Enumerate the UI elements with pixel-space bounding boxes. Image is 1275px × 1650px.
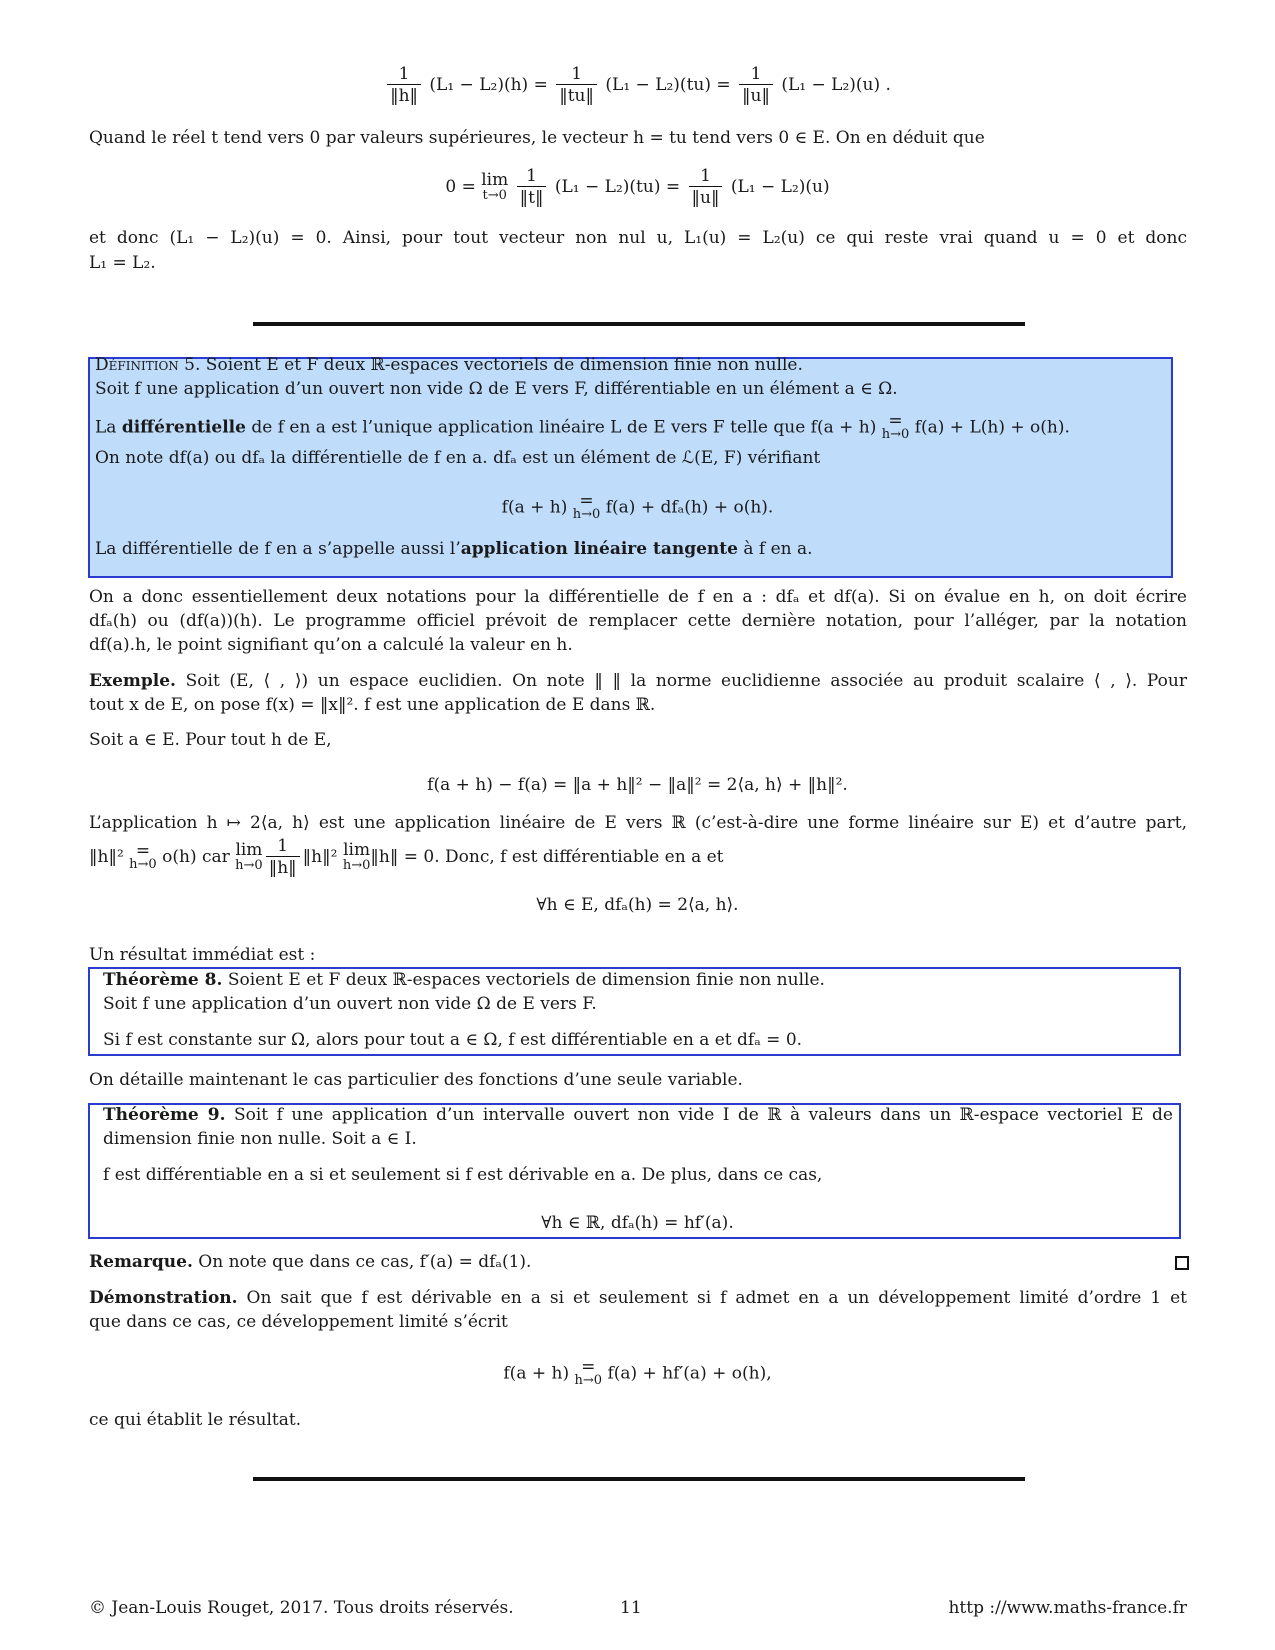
proof-line-1: Démonstration. On sait que f est dérivable en a si et seulement si f admet en a un développement limité d’ordre 1 et bbox=[89, 1288, 1187, 1308]
section-divider bbox=[253, 322, 1025, 326]
example-equation: f(a + h) − f(a) = ‖a + h‖² − ‖a‖² = 2⟨a, h⟩ + ‖h‖². bbox=[427, 775, 848, 795]
eq-under-h-to-0: = h→0 bbox=[881, 411, 910, 442]
proof-label: Démonstration. bbox=[89, 1288, 238, 1308]
footer-copyright: © Jean-Louis Rouget, 2017. Tous droits réservés. bbox=[89, 1598, 514, 1618]
fraction: $\frac{1}{‖h‖}$ bbox=[266, 836, 300, 879]
remark: Remarque. On note que dans ce cas, f′(a) = dfₐ(1). bbox=[89, 1252, 532, 1272]
proof-line-2: que dans ce cas, ce développement limité s’écrit bbox=[89, 1312, 508, 1332]
footer-url-link[interactable]: http ://www.maths-france.fr bbox=[948, 1598, 1187, 1618]
eq-under-h-to-0: = h→0 bbox=[129, 840, 157, 872]
eq-under-h-to-0: = h→0 bbox=[574, 1357, 603, 1388]
theorem-9-label: Théorème 9. bbox=[103, 1105, 226, 1125]
fraction: $\frac{1}{‖u‖}$ bbox=[689, 166, 723, 209]
fraction: $\frac{1}{‖tu‖}$ bbox=[556, 64, 597, 107]
end-of-remark-square-icon bbox=[1175, 1256, 1189, 1270]
equation-limit: 0 = lim t→0 $\frac{1}{‖t‖}$ (L₁ − L₂)(tu) = $\frac{1}{‖u‖}$ (L₁ − L₂)(u) bbox=[445, 166, 830, 208]
paragraph-notations-2: dfₐ(h) ou (df(a))(h). Le programme officiel prévoit de remplacer cette dernière notation, pour l’alléger, par la notation bbox=[89, 611, 1187, 631]
paragraph-et-donc: et donc (L₁ − L₂)(u) = 0. Ainsi, pour tout vecteur non nul u, L₁(u) = L₂(u) ce qui reste vrai quand u = 0 et donc bbox=[89, 228, 1187, 248]
definition-equation: f(a + h) = h→0 f(a) + dfₐ(h) + o(h). bbox=[501, 491, 774, 522]
limit: lim h→0 bbox=[342, 839, 371, 873]
example-line-1: Exemple. Soit (E, ⟨ , ⟩) un espace euclidien. On note ‖ ‖ la norme euclidienne associée au produit scalaire ⟨ , ⟩. Pour bbox=[89, 671, 1187, 691]
fraction: $\frac{1}{‖t‖}$ bbox=[517, 166, 547, 209]
proof-equation: f(a + h) = h→0 f(a) + hf′(a) + o(h), bbox=[503, 1357, 772, 1388]
example-line-3: Soit a ∈ E. Pour tout h de E, bbox=[89, 730, 332, 750]
theorem-9-line-2: dimension finie non nulle. Soit a ∈ I. bbox=[103, 1129, 417, 1149]
paragraph-resultat: Un résultat immédiat est : bbox=[89, 945, 316, 965]
theorem-9-line-1: Théorème 9. Soit f une application d’un intervalle ouvert non vide I de ℝ à valeurs dans un ℝ-espace vectoriel E de bbox=[103, 1105, 1173, 1125]
fraction: $\frac{1}{‖h‖}$ bbox=[387, 64, 421, 107]
theorem-8-line-1: Théorème 8. Soient E et F deux ℝ-espaces vectoriels de dimension finie non nulle. bbox=[103, 970, 825, 990]
paragraph-quand: Quand le réel t tend vers 0 par valeurs supérieures, le vecteur h = tu tend vers 0 ∈ E. On en déduit que bbox=[89, 128, 985, 148]
theorem-8-line-3: Si f est constante sur Ω, alors pour tout a ∈ Ω, f est différentiable en a et dfₐ = 0. bbox=[103, 1030, 803, 1050]
example-equation-2: ∀h ∈ E, dfₐ(h) = 2⟨a, h⟩. bbox=[536, 895, 739, 915]
equation-top: $\frac{1}{‖h‖}$ (L₁ − L₂)(h) = $\frac{1}{‖tu‖}$ (L₁ − L₂)(tu) = $\frac{1}{‖u‖}$ (L₁ − L₂)(u) . bbox=[0, 64, 1275, 107]
example-label: Exemple. bbox=[89, 671, 176, 691]
example-line-4: L’application h ↦ 2⟨a, h⟩ est une application linéaire de E vers ℝ (c’est-à-dire une forme linéaire sur E) et d’autre part, bbox=[89, 813, 1187, 833]
paragraph-notations-3: df(a).h, le point signifiant qu’on a calculé la valeur en h. bbox=[89, 635, 573, 655]
limit: lim t→0 bbox=[481, 169, 509, 203]
definition-label: Définition 5. bbox=[95, 355, 201, 375]
definition-line-4: On note df(a) ou dfₐ la différentielle de f en a. dfₐ est un élément de ℒ(E, F) vérifiant bbox=[95, 448, 821, 468]
definition-line-5: La différentielle de f en a s’appelle aussi l’application linéaire tangente à f en a. bbox=[95, 539, 813, 559]
definition-line-3: La différentielle de f en a est l’unique application linéaire L de E vers F telle que f(a + h) = h→0 f(a) + L(h) + o(h). bbox=[95, 411, 1070, 442]
footer-page-number: 11 bbox=[620, 1598, 642, 1618]
definition-line-2: Soit f une application d’un ouvert non vide Ω de E vers F, différentiable en un élément a ∈ Ω. bbox=[95, 379, 898, 399]
paragraph-et-donc-end: L₁ = L₂. bbox=[89, 253, 156, 273]
example-line-5: ‖h‖² = h→0 o(h) car lim h→0 $\frac{1}{‖h‖}$ ‖h‖² lim h→0 ‖h‖ = 0. Donc, f est différentiable en a et bbox=[89, 836, 724, 878]
fraction: $\frac{1}{‖u‖}$ bbox=[739, 64, 773, 107]
paragraph-detaille: On détaille maintenant le cas particulier des fonctions d’une seule variable. bbox=[89, 1070, 743, 1090]
theorem-9-line-3: f est différentiable en a si et seulement si f est dérivable en a. De plus, dans ce cas, bbox=[103, 1165, 823, 1185]
eq-under-h-to-0: = h→0 bbox=[572, 491, 601, 522]
theorem-8-line-2: Soit f une application d’un ouvert non vide Ω de E vers F. bbox=[103, 994, 597, 1014]
limit: lim h→0 bbox=[235, 839, 263, 873]
proof-line-3: ce qui établit le résultat. bbox=[89, 1410, 302, 1430]
theorem-8-label: Théorème 8. bbox=[103, 970, 223, 990]
paragraph-notations-1: On a donc essentiellement deux notations pour la différentielle de f en a : dfₐ et df(a). Si on évalue en h, on doit écrire bbox=[89, 587, 1187, 607]
section-divider-bottom bbox=[253, 1477, 1025, 1481]
theorem-9-equation: ∀h ∈ ℝ, dfₐ(h) = hf′(a). bbox=[541, 1213, 734, 1233]
definition-line-1: Définition 5. Soient E et F deux ℝ-espaces vectoriels de dimension finie non nulle. bbox=[95, 355, 803, 375]
remark-label: Remarque. bbox=[89, 1252, 193, 1272]
example-line-2: tout x de E, on pose f(x) = ‖x‖². f est une application de E dans ℝ. bbox=[89, 695, 656, 715]
